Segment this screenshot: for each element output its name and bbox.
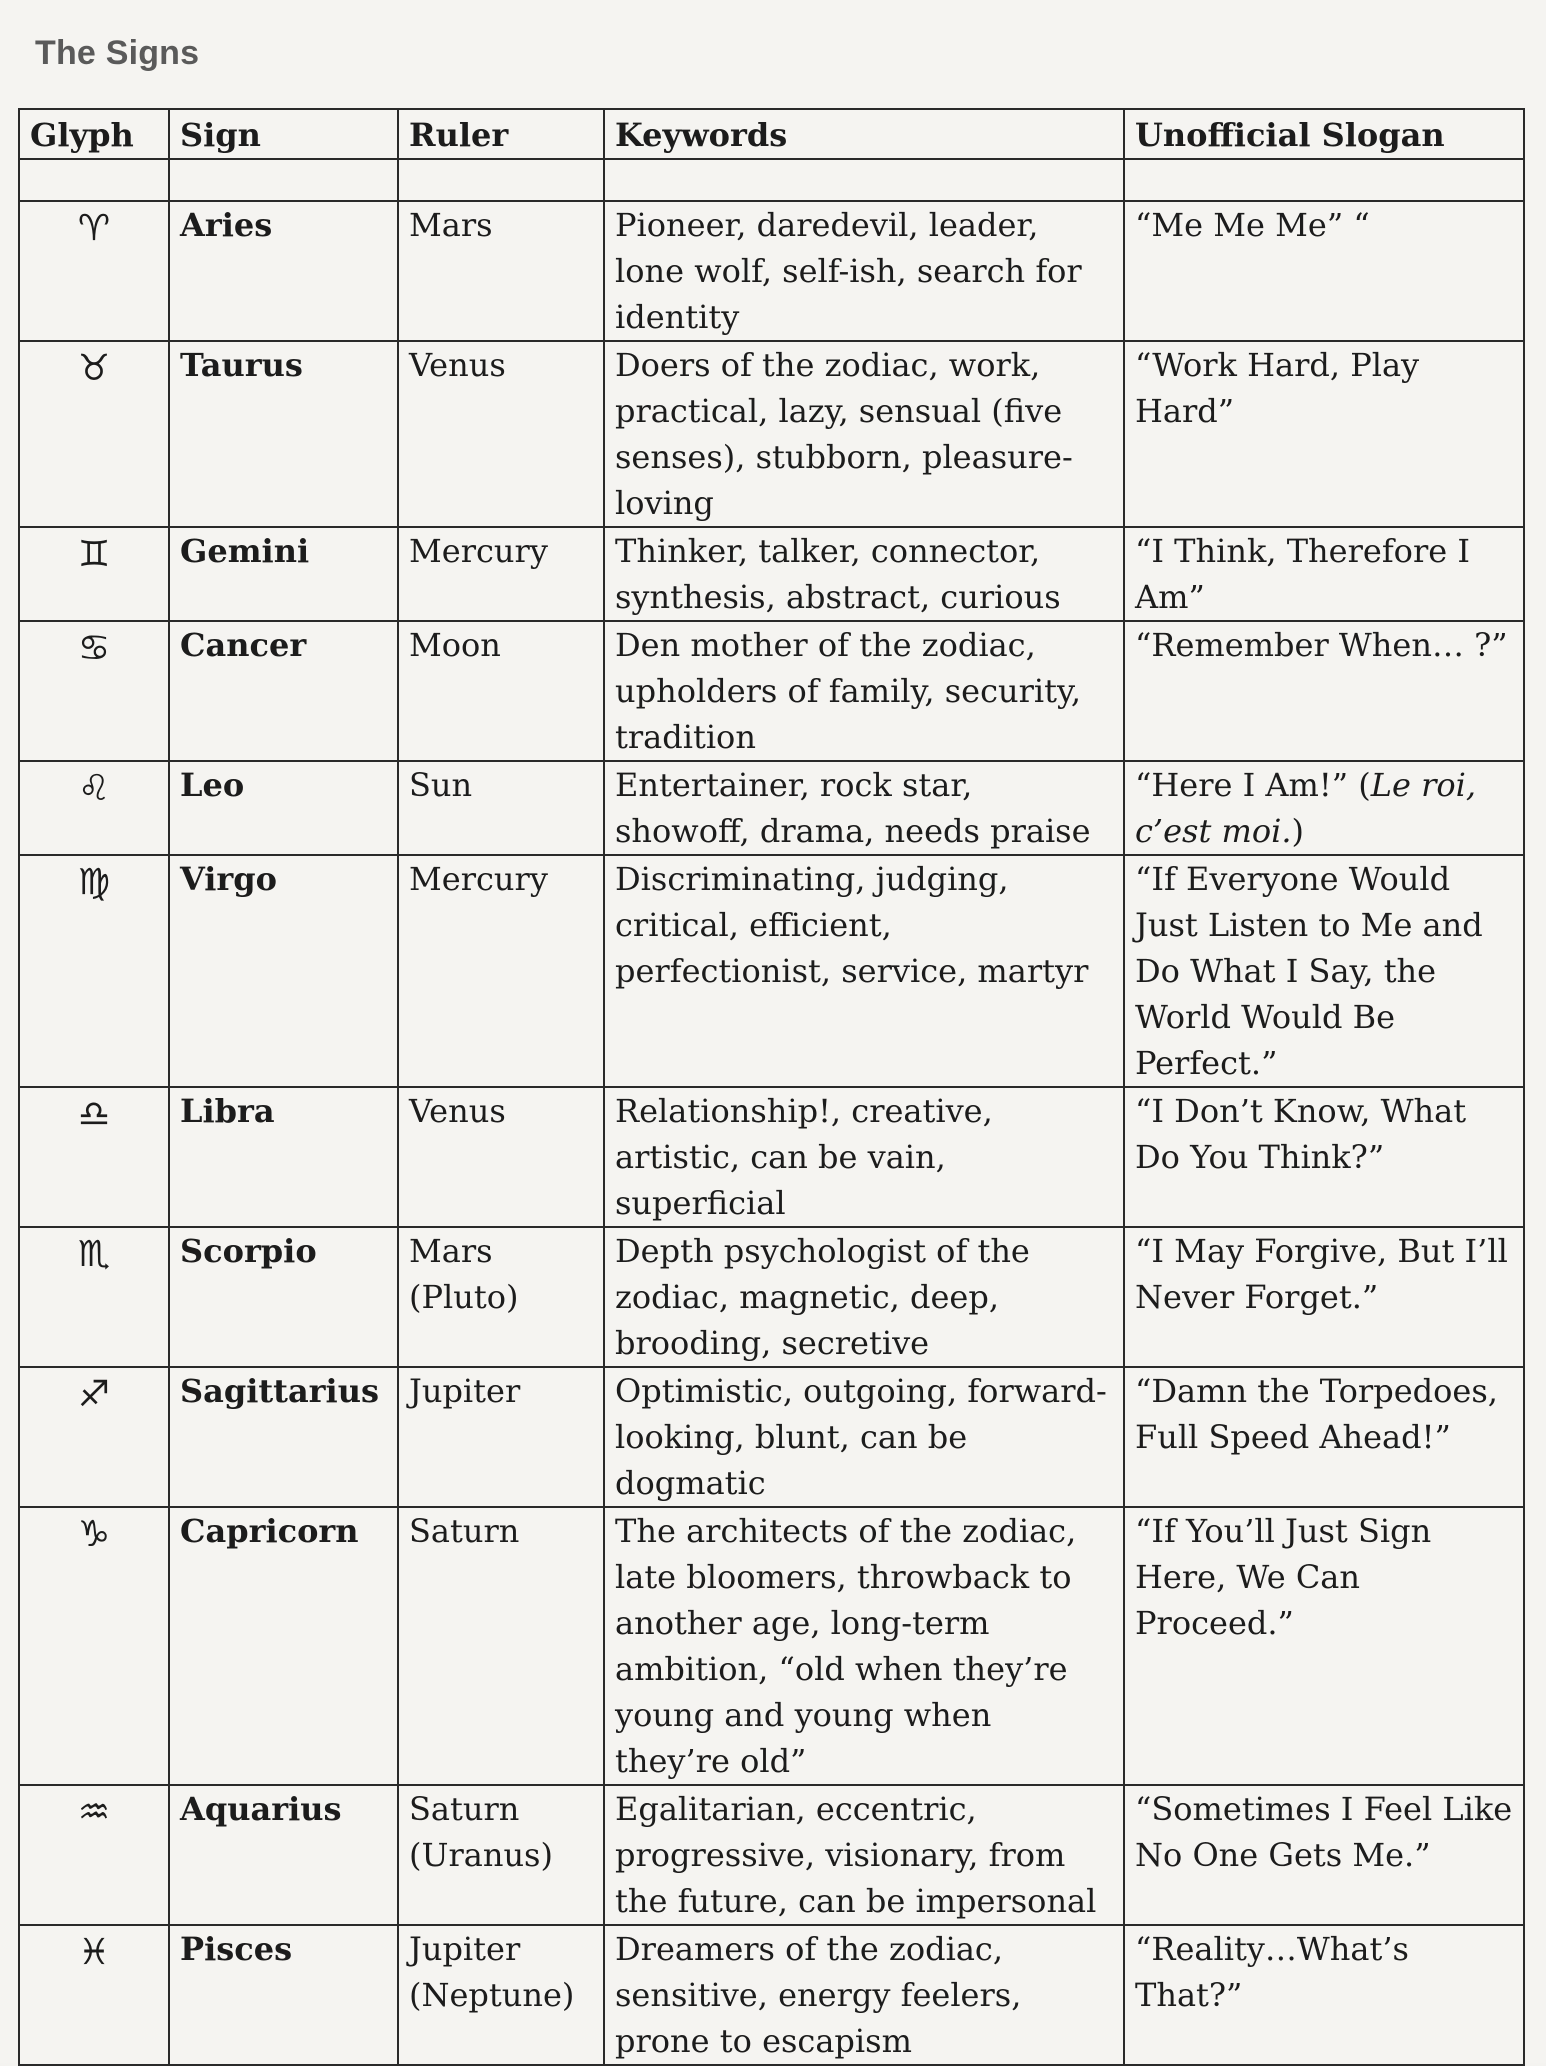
slogan-cell: “I Think, Therefore I Am” — [1124, 527, 1524, 621]
libra-glyph-icon: ♎ — [19, 1087, 169, 1227]
slogan-end-text: ) — [1291, 812, 1304, 850]
capricorn-glyph-icon: ♑ — [19, 1507, 169, 1785]
slogan-cell: “I Don’t Know, What Do You Think?” — [1124, 1087, 1524, 1227]
slogan-cell: “Sometimes I Feel Like No One Gets Me.” — [1124, 1785, 1524, 1925]
ruler-name: Saturn (Uranus) — [398, 1785, 604, 1925]
ruler-name: Jupiter (Neptune) — [398, 1925, 604, 2065]
signs-table — [18, 108, 1525, 2066]
sign-name: Taurus — [169, 341, 398, 527]
slogan-cell: “If You’ll Just Sign Here, We Can Proceed.” — [1124, 1507, 1524, 1785]
leo-glyph-icon: ♌ — [19, 761, 169, 855]
virgo-glyph-icon: ♍ — [19, 855, 169, 1087]
sign-name: Scorpio — [169, 1227, 398, 1367]
ruler-name: Venus — [398, 1087, 604, 1227]
slogan-cell: “I May Forgive, But I’ll Never Forget.” — [1124, 1227, 1524, 1367]
slogan-text: “Here I Am!” ( — [1135, 766, 1371, 804]
empty-spacer-row — [19, 159, 1524, 201]
slogan-cell: “Me Me Me” “ — [1124, 201, 1524, 341]
cancer-glyph-icon: ♋ — [19, 621, 169, 761]
ruler-name: Mars — [398, 201, 604, 341]
keywords-cell: Optimistic, outgoing, forward-looking, blunt, can be dogmatic — [604, 1367, 1124, 1507]
empty-cell — [1124, 159, 1524, 201]
keywords-cell: The architects of the zodiac, late bloomers, throwback to another age, long-term ambition, “old when they’re young and young when they’re old” — [604, 1507, 1124, 1785]
table-row — [19, 621, 1524, 761]
header-keywords: Keywords — [604, 109, 1124, 159]
keywords-cell: Depth psychologist of the zodiac, magnetic, deep, brooding, secretive — [604, 1227, 1124, 1367]
sign-name: Capricorn — [169, 1507, 398, 1785]
ruler-name: Saturn — [398, 1507, 604, 1785]
sagittarius-glyph-icon: ♐ — [19, 1367, 169, 1507]
table-row — [19, 1087, 1524, 1227]
keywords-cell: Egalitarian, eccentric, progressive, visionary, from the future, can be impersonal — [604, 1785, 1124, 1925]
table-row — [19, 1227, 1524, 1367]
ruler-name: Venus — [398, 341, 604, 527]
table-row — [19, 201, 1524, 341]
sign-name: Libra — [169, 1087, 398, 1227]
keywords-cell: Relationship!, creative, artistic, can be vain, superficial — [604, 1087, 1124, 1227]
empty-cell — [19, 159, 169, 201]
table-row — [19, 1507, 1524, 1785]
keywords-cell: Thinker, talker, connector, synthesis, abstract, curious — [604, 527, 1124, 621]
taurus-glyph-icon: ♉ — [19, 341, 169, 527]
slogan-cell: “If Everyone Would Just Listen to Me and Do What I Say, the World Would Be Perfect.” — [1124, 855, 1524, 1087]
header-sign: Sign — [169, 109, 398, 159]
ruler-name: Moon — [398, 621, 604, 761]
keywords-cell: Entertainer, rock star, showoff, drama, needs praise — [604, 761, 1124, 855]
sign-name: Leo — [169, 761, 398, 855]
aquarius-glyph-icon: ♒ — [19, 1785, 169, 1925]
aries-glyph-icon: ♈ — [19, 201, 169, 341]
table-header-row — [19, 109, 1524, 159]
ruler-name: Jupiter — [398, 1367, 604, 1507]
slogan-cell — [1124, 761, 1524, 855]
table-row — [19, 1925, 1524, 2065]
sign-name: Gemini — [169, 527, 398, 621]
table-row — [19, 1785, 1524, 1925]
ruler-name: Mars (Pluto) — [398, 1227, 604, 1367]
sign-name: Aries — [169, 201, 398, 341]
sign-name: Pisces — [169, 1925, 398, 2065]
table-row — [19, 527, 1524, 621]
slogan-cell: “Damn the Torpedoes, Full Speed Ahead!” — [1124, 1367, 1524, 1507]
page-title: The Signs — [35, 34, 200, 72]
keywords-cell: Discriminating, judging, critical, efficient, perfectionist, service, martyr — [604, 855, 1124, 1087]
scorpio-glyph-icon: ♏ — [19, 1227, 169, 1367]
table-row — [19, 1367, 1524, 1507]
table-row — [19, 761, 1524, 855]
header-ruler: Ruler — [398, 109, 604, 159]
ruler-name: Mercury — [398, 527, 604, 621]
empty-cell — [169, 159, 398, 201]
keywords-cell: Doers of the zodiac, work, practical, lazy, sensual (five senses), stubborn, pleasure-loving — [604, 341, 1124, 527]
pisces-glyph-icon: ♓ — [19, 1925, 169, 2065]
keywords-cell: Den mother of the zodiac, upholders of family, security, tradition — [604, 621, 1124, 761]
ruler-name: Mercury — [398, 855, 604, 1087]
sign-name: Aquarius — [169, 1785, 398, 1925]
slogan-cell: “Reality…What’s That?” — [1124, 1925, 1524, 2065]
empty-cell — [398, 159, 604, 201]
table-row — [19, 341, 1524, 527]
keywords-cell: Pioneer, daredevil, leader, lone wolf, self-ish, search for identity — [604, 201, 1124, 341]
slogan-cell: “Remember When… ?” — [1124, 621, 1524, 761]
gemini-glyph-icon: ♊ — [19, 527, 169, 621]
header-slogan: Unofficial Slogan — [1124, 109, 1524, 159]
sign-name: Virgo — [169, 855, 398, 1087]
empty-cell — [604, 159, 1124, 201]
slogan-cell: “Work Hard, Play Hard” — [1124, 341, 1524, 527]
sign-name: Cancer — [169, 621, 398, 761]
ruler-name: Sun — [398, 761, 604, 855]
header-glyph: Glyph — [19, 109, 169, 159]
sign-name: Sagittarius — [169, 1367, 398, 1507]
slogan-italic-text: Le roi, c’est moi. — [1135, 766, 1477, 850]
table-row — [19, 855, 1524, 1087]
keywords-cell: Dreamers of the zodiac, sensitive, energy feelers, prone to escapism — [604, 1925, 1124, 2065]
